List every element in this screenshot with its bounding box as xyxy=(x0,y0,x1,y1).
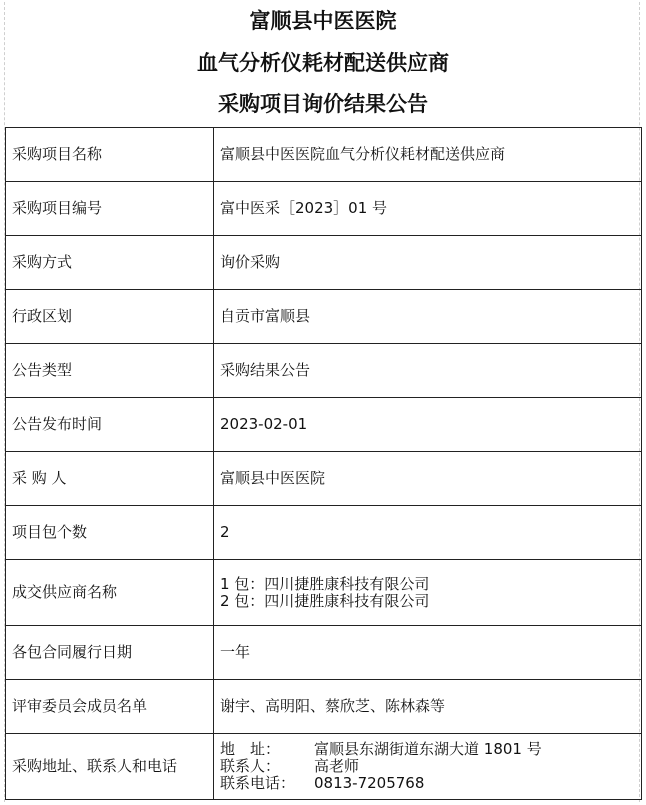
table-row xyxy=(6,506,642,560)
row-label: 采购地址、联系人和电话 xyxy=(6,734,214,800)
row-label: 项目包个数 xyxy=(6,506,214,560)
table-row xyxy=(6,734,642,800)
title-announcement: 采购项目询价结果公告 xyxy=(218,92,428,116)
table-row xyxy=(6,398,642,452)
row-value: 2 xyxy=(214,506,642,560)
table-row xyxy=(6,626,642,680)
row-label: 采购方式 xyxy=(6,236,214,290)
announcement-table xyxy=(5,127,642,800)
row-label: 采购项目名称 xyxy=(6,128,214,182)
row-value: 富中医采［2023］01 号 xyxy=(214,182,642,236)
contact-label: 联系电话： xyxy=(220,774,296,792)
contact-block xyxy=(214,734,642,800)
table-row xyxy=(6,236,642,290)
row-value: 谢宇、高明阳、蔡欣芝、陈林森等 xyxy=(214,680,642,734)
contact-line xyxy=(220,758,635,775)
contact-value: 富顺县东湖街道东湖大道 1801 号 xyxy=(314,740,542,758)
table-row xyxy=(6,344,642,398)
contact-value: 高老师 xyxy=(314,757,360,775)
title-subject: 血气分析仪耗材配送供应商 xyxy=(197,51,449,75)
supplier-line: 2 包：四川捷胜康科技有限公司 xyxy=(220,591,430,610)
row-label: 采购项目编号 xyxy=(6,182,214,236)
row-value: 富顺县中医医院血气分析仪耗材配送供应商 xyxy=(214,128,642,182)
contact-line xyxy=(220,775,635,792)
row-label: 采 购 人 xyxy=(6,452,214,506)
table-row xyxy=(6,290,642,344)
table-row xyxy=(6,680,642,734)
row-value: 一年 xyxy=(214,626,642,680)
table-row xyxy=(6,128,642,182)
contact-label: 地 址： xyxy=(220,740,281,758)
table-row xyxy=(6,452,642,506)
row-label: 公告类型 xyxy=(6,344,214,398)
table-row xyxy=(6,560,642,626)
row-value: 自贡市富顺县 xyxy=(214,290,642,344)
supplier-line: 1 包：四川捷胜康科技有限公司 xyxy=(220,574,430,593)
contact-line xyxy=(220,741,635,758)
row-label: 各包合同履行日期 xyxy=(6,626,214,680)
row-label: 公告发布时间 xyxy=(6,398,214,452)
supplier-list xyxy=(214,560,642,626)
row-value: 询价采购 xyxy=(214,236,642,290)
contact-value: 0813-7205768 xyxy=(314,774,425,792)
title-hospital: 富顺县中医医院 xyxy=(249,9,397,33)
row-value: 2023-02-01 xyxy=(214,398,642,452)
table-row xyxy=(6,182,642,236)
row-label: 成交供应商名称 xyxy=(6,560,214,626)
contact-label: 联系人： xyxy=(220,757,281,775)
row-value: 采购结果公告 xyxy=(214,344,642,398)
row-label: 评审委员会成员名单 xyxy=(6,680,214,734)
row-value: 富顺县中医医院 xyxy=(214,452,642,506)
row-label: 行政区划 xyxy=(6,290,214,344)
